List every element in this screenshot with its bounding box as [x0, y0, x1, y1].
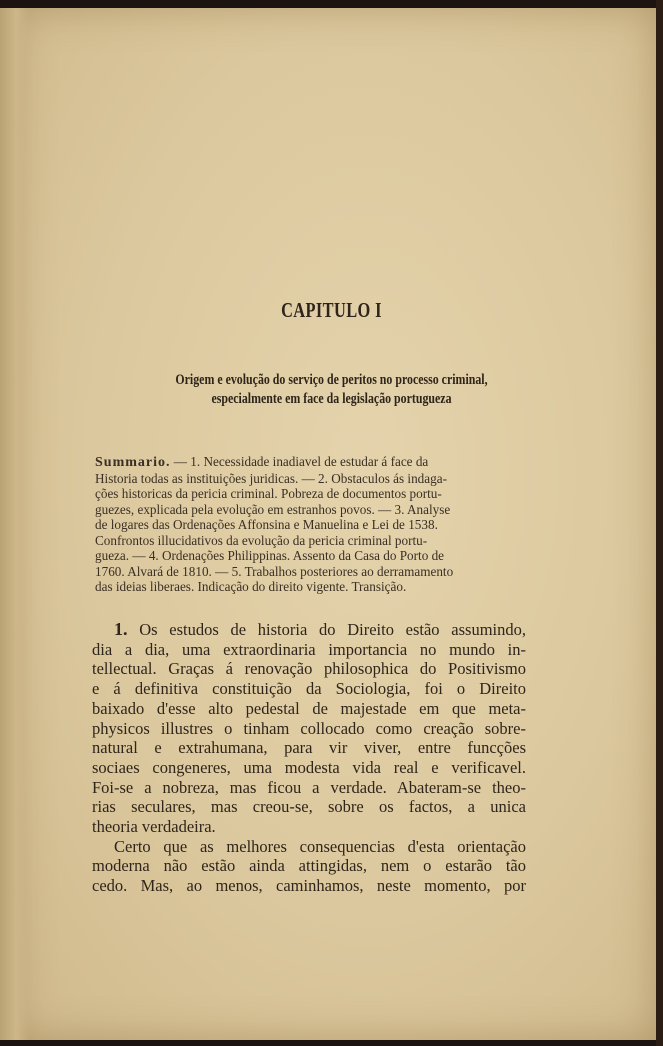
page-gutter-shadow: [0, 8, 30, 1040]
summary-line: ções historicas da pericia criminal. Pobreza de documentos portu-: [95, 486, 442, 501]
body-paragraphs: [92, 620, 526, 896]
body-line: dia a dia, uma extraordinaria importancia no mundo in-: [92, 639, 526, 659]
summary-line: guezes, explicada pela evolução em estranhos povos. — 3. Analyse: [95, 501, 451, 517]
summary-label: Summario.: [95, 455, 171, 470]
summary-line: de logares das Ordenações Affonsina e Manuelina e Lei de 1538.: [95, 517, 438, 532]
body-line: baixado d'esse alto pedestal de majestade em que meta-: [92, 698, 526, 718]
body-line: e á definitiva constituição da Sociologia, foi o Direito: [92, 679, 526, 699]
chapter-subtitle-line-2: especialmente em face da legislação portugueza: [211, 391, 452, 407]
section-number: 1.: [114, 620, 128, 639]
body-line: 1. Os estudos de historia do Direito estão assumindo,: [114, 620, 526, 639]
body-line: rias seculares, mas creou-se, sobre os factos, a unica: [92, 797, 526, 817]
book-spine-edge: [656, 0, 663, 1046]
chapter-title: CAPITULO I: [281, 298, 382, 322]
summary-line: Summario. — 1. Necessidade inadiavel de estudar á face da: [95, 454, 429, 470]
body-line: tellectual. Graças á renovação philosophica do Positivismo: [92, 659, 526, 679]
summary-line: Confrontos illucidativos da evolução da pericia criminal portu-: [95, 532, 428, 548]
body-line: natural e extrahumana, para vir viver, entre funcções: [92, 738, 526, 758]
summary-line: gueza. — 4. Ordenações Philippinas. Assento da Casa do Porto de: [95, 548, 445, 563]
summary-line: 1760. Alvará de 1810. — 5. Trabalhos posteriores ao derramamento: [95, 563, 454, 579]
chapter-summary: [95, 454, 527, 595]
summary-line: das ideias liberaes. Indicação do direito vigente. Transição.: [95, 579, 407, 594]
chapter-subtitle-line-1: Origem e evolução do serviço de peritos no processo criminal,: [175, 372, 488, 388]
body-line: Certo que as melhores consequencias d'esta orientação: [114, 836, 526, 856]
body-line: physicos illustres o tinham collocado como creação sobre-: [92, 718, 526, 738]
body-line: theoria verdadeira.: [92, 817, 216, 837]
summary-line: Historia todas as instituições juridicas. — 2. Obstaculos ás indaga-: [95, 470, 447, 486]
body-line: moderna não estão ainda attingidas, nem o estarão tão: [92, 856, 526, 876]
body-line: cedo. Mas, ao menos, caminhamos, neste momento, por: [92, 876, 526, 896]
body-line: sociaes congeneres, uma modesta vida real e verificavel.: [92, 757, 526, 777]
body-line: Foi-se a nobreza, mas ficou a verdade. Abateram-se theo-: [92, 777, 526, 797]
